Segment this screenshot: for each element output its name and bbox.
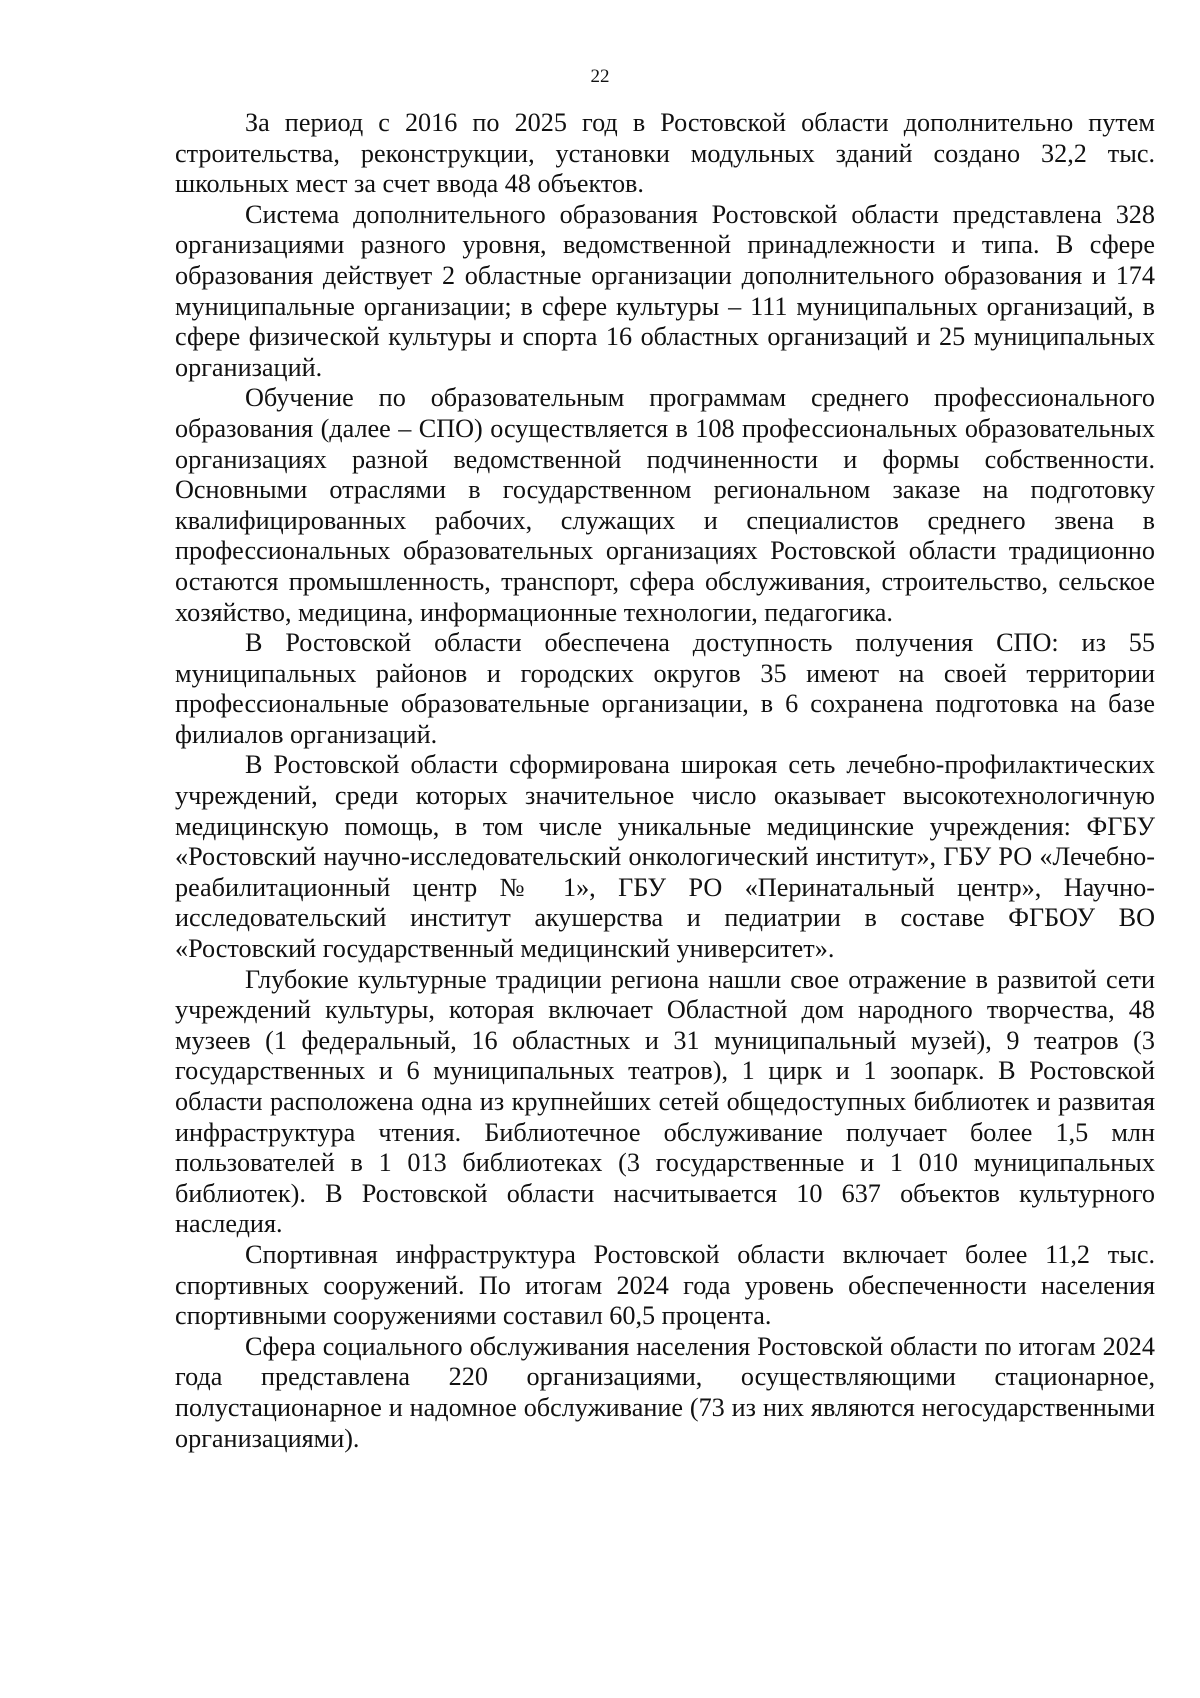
paragraph-culture: Глубокие культурные традиции региона нашли свое отражение в развитой сети учреждений культуры, которая включает Областной дом народного творчества, 48 музеев (1 федеральный, 16 областных и 31 муниципальный музей), 9 театров (3 государственных и 6 муниципальных театров), 1 цирк и 1 зоопарк. В Ростовской области расположена одна из крупнейших сетей общедоступных библиотек и развитая инфраструктура чтения. Библиотечное обслуживание получает более 1,5 млн пользователей в 1 013 библиотеках (3 государственные и 1 010 муниципальных библиотек). В Ростовской области насчитывается 10 637 объектов культурного наследия. [175, 964, 1155, 1239]
paragraph-vocational-availability: В Ростовской области обеспечена доступность получения СПО: из 55 муниципальных районов и городских округов 35 имеют на своей территории профессиональные образовательные организации, в 6 сохранена подготовка на базе филиалов организаций. [175, 628, 1155, 749]
paragraph-social-services: Сфера социального обслуживания населения Ростовской области по итогам 2024 года представлена 220 организациями, осуществляющими стационарное, полустационарное и надомное обслуживание (73 из них являются негосударственными организациями). [175, 1331, 1155, 1453]
page-number: 22 [590, 66, 610, 87]
paragraph-vocational-education: Обучение по образовательным программам среднего профессионального образования (далее – СПО) осуществляется в 108 профессиональных образовательных организациях разной ведомственной подчиненности и формы собственности. Основными отраслями в государственном региональном заказе на подготовку квалифицированных рабочих, служащих и специалистов среднего звена в профессиональных образовательных организациях Ростовской области традиционно остаются промышленность, транспорт, сфера обслуживания, строительство, сельское хозяйство, медицина, информационные технологии, педагогика. [175, 383, 1155, 627]
paragraph-sports: Спортивная инфраструктура Ростовской области включает более 11,2 тыс. спортивных сооружений. По итогам 2024 года уровень обеспеченности населения спортивными сооружениями составил 60,5 процента. [175, 1239, 1155, 1331]
paragraph-school-construction: За период с 2016 по 2025 год в Ростовской области дополнительно путем строительства, реконструкции, установки модульных зданий создано 32,2 тыс. школьных мест за счет ввода 48 объектов. [175, 108, 1155, 199]
paragraph-additional-education: Система дополнительного образования Ростовской области представлена 328 организациями разного уровня, ведомственной принадлежности и типа. В сфере образования действует 2 областные организации дополнительного образования и 174 муниципальные организации; в сфере культуры – 111 муниципальных организаций, в сфере физической культуры и спорта 16 областных организаций и 25 муниципальных организаций. [175, 199, 1155, 382]
document-body [175, 108, 1155, 1454]
paragraph-healthcare: В Ростовской области сформирована широкая сеть лечебно-профилактических учреждений, среди которых значительное число оказывает высокотехнологичную медицинскую помощь, в том числе уникальные медицинские учреждения: ФГБУ «Ростовский научно-исследовательский онкологический институт», ГБУ РО «Лечебно-реабилитационный центр № 1», ГБУ РО «Перинатальный центр», Научно-исследовательский институт акушерства и педиатрии в составе ФГБОУ ВО «Ростовский государственный медицинский университет». [175, 750, 1155, 964]
